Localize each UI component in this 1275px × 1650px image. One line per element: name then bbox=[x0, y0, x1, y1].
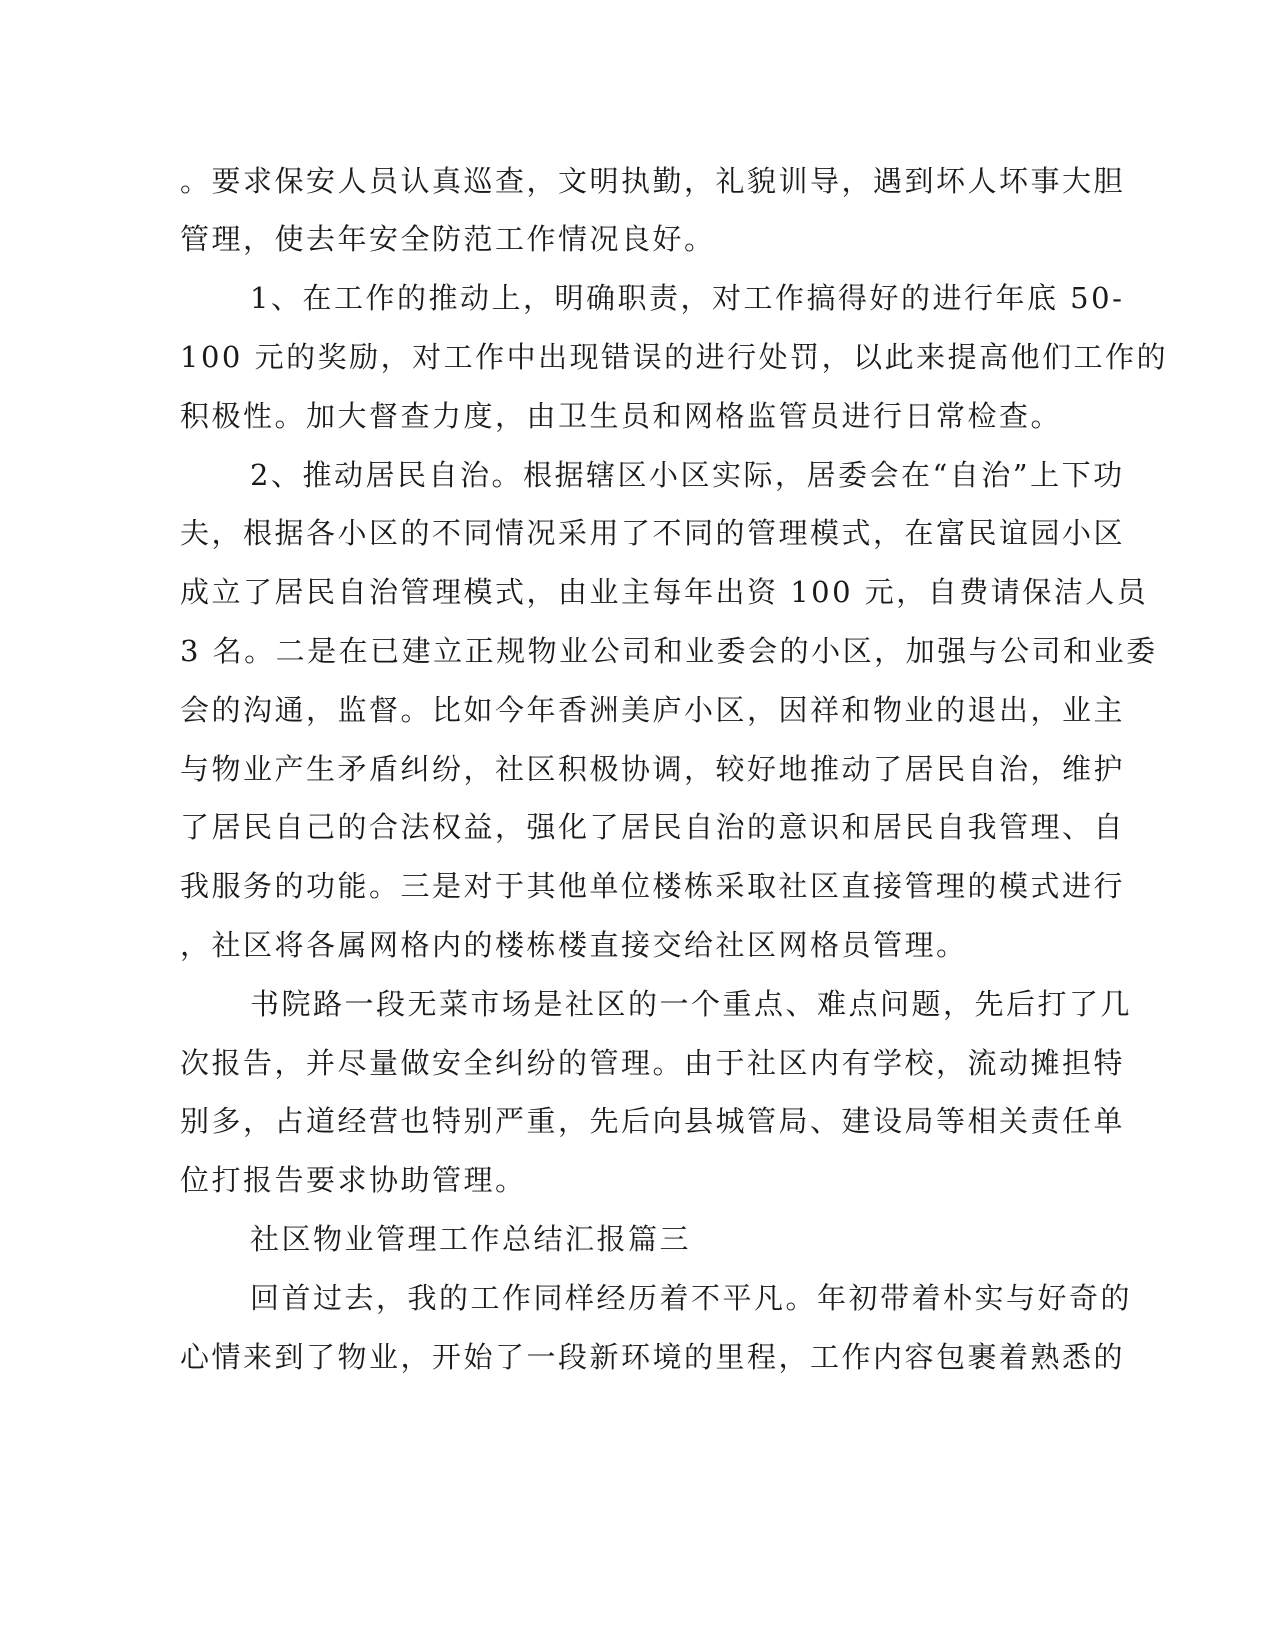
text-line: 会的沟通，监督。比如今年香洲美庐小区，因祥和物业的退出，业主 bbox=[180, 693, 1126, 727]
text-line: 心情来到了物业，开始了一段新环境的里程，工作内容包裹着熟悉的 bbox=[180, 1340, 1126, 1374]
text-line: 成立了居民自治管理模式，由业主每年出资 100 元，自费请保洁人员 bbox=[180, 575, 1149, 609]
text-line: 与物业产生矛盾纠纷，社区积极协调，较好地推动了居民自治，维护 bbox=[180, 752, 1126, 786]
text-line: 100 元的奖励，对工作中出现错误的进行处罚，以此来提高他们工作的 bbox=[180, 340, 1169, 374]
text-line: 夫，根据各小区的不同情况采用了不同的管理模式，在富民谊园小区 bbox=[180, 516, 1126, 550]
text-line: 积极性。加大督查力度，由卫生员和网格监管员进行日常检查。 bbox=[180, 399, 1063, 433]
text-line: 管理，使去年安全防范工作情况良好。 bbox=[180, 222, 716, 256]
text-line: 位打报告要求协助管理。 bbox=[180, 1163, 527, 1197]
text-line: 书院路一段无菜市场是社区的一个重点、难点问题，先后打了几 bbox=[250, 987, 1133, 1021]
text-line: 次报告，并尽量做安全纠纷的管理。由于社区内有学校，流动摊担特 bbox=[180, 1046, 1126, 1080]
text-line: 了居民自己的合法权益，强化了居民自治的意识和居民自我管理、自 bbox=[180, 810, 1126, 844]
text-line: 回首过去，我的工作同样经历着不平凡。年初带着朴实与好奇的 bbox=[250, 1281, 1133, 1315]
text-line: 我服务的功能。三是对于其他单位楼栋采取社区直接管理的模式进行 bbox=[180, 869, 1126, 903]
text-line: 2、推动居民自治。根据辖区小区实际，居委会在“自治”上下功 bbox=[250, 458, 1125, 492]
text-line: 。要求保安人员认真巡查，文明执勤，礼貌训导，遇到坏人坏事大胆 bbox=[180, 164, 1126, 198]
text-line: 1、在工作的推动上，明确职责，对工作搞得好的进行年底 50- bbox=[250, 281, 1125, 315]
text-line: 3 名。二是在已建立正规物业公司和业委会的小区，加强与公司和业委 bbox=[180, 634, 1158, 668]
text-line: ，社区将各属网格内的楼栋楼直接交给社区网格员管理。 bbox=[180, 928, 968, 962]
text-line: 别多，占道经营也特别严重，先后向县城管局、建设局等相关责任单 bbox=[180, 1104, 1126, 1138]
section-heading: 社区物业管理工作总结汇报篇三 bbox=[250, 1222, 692, 1256]
